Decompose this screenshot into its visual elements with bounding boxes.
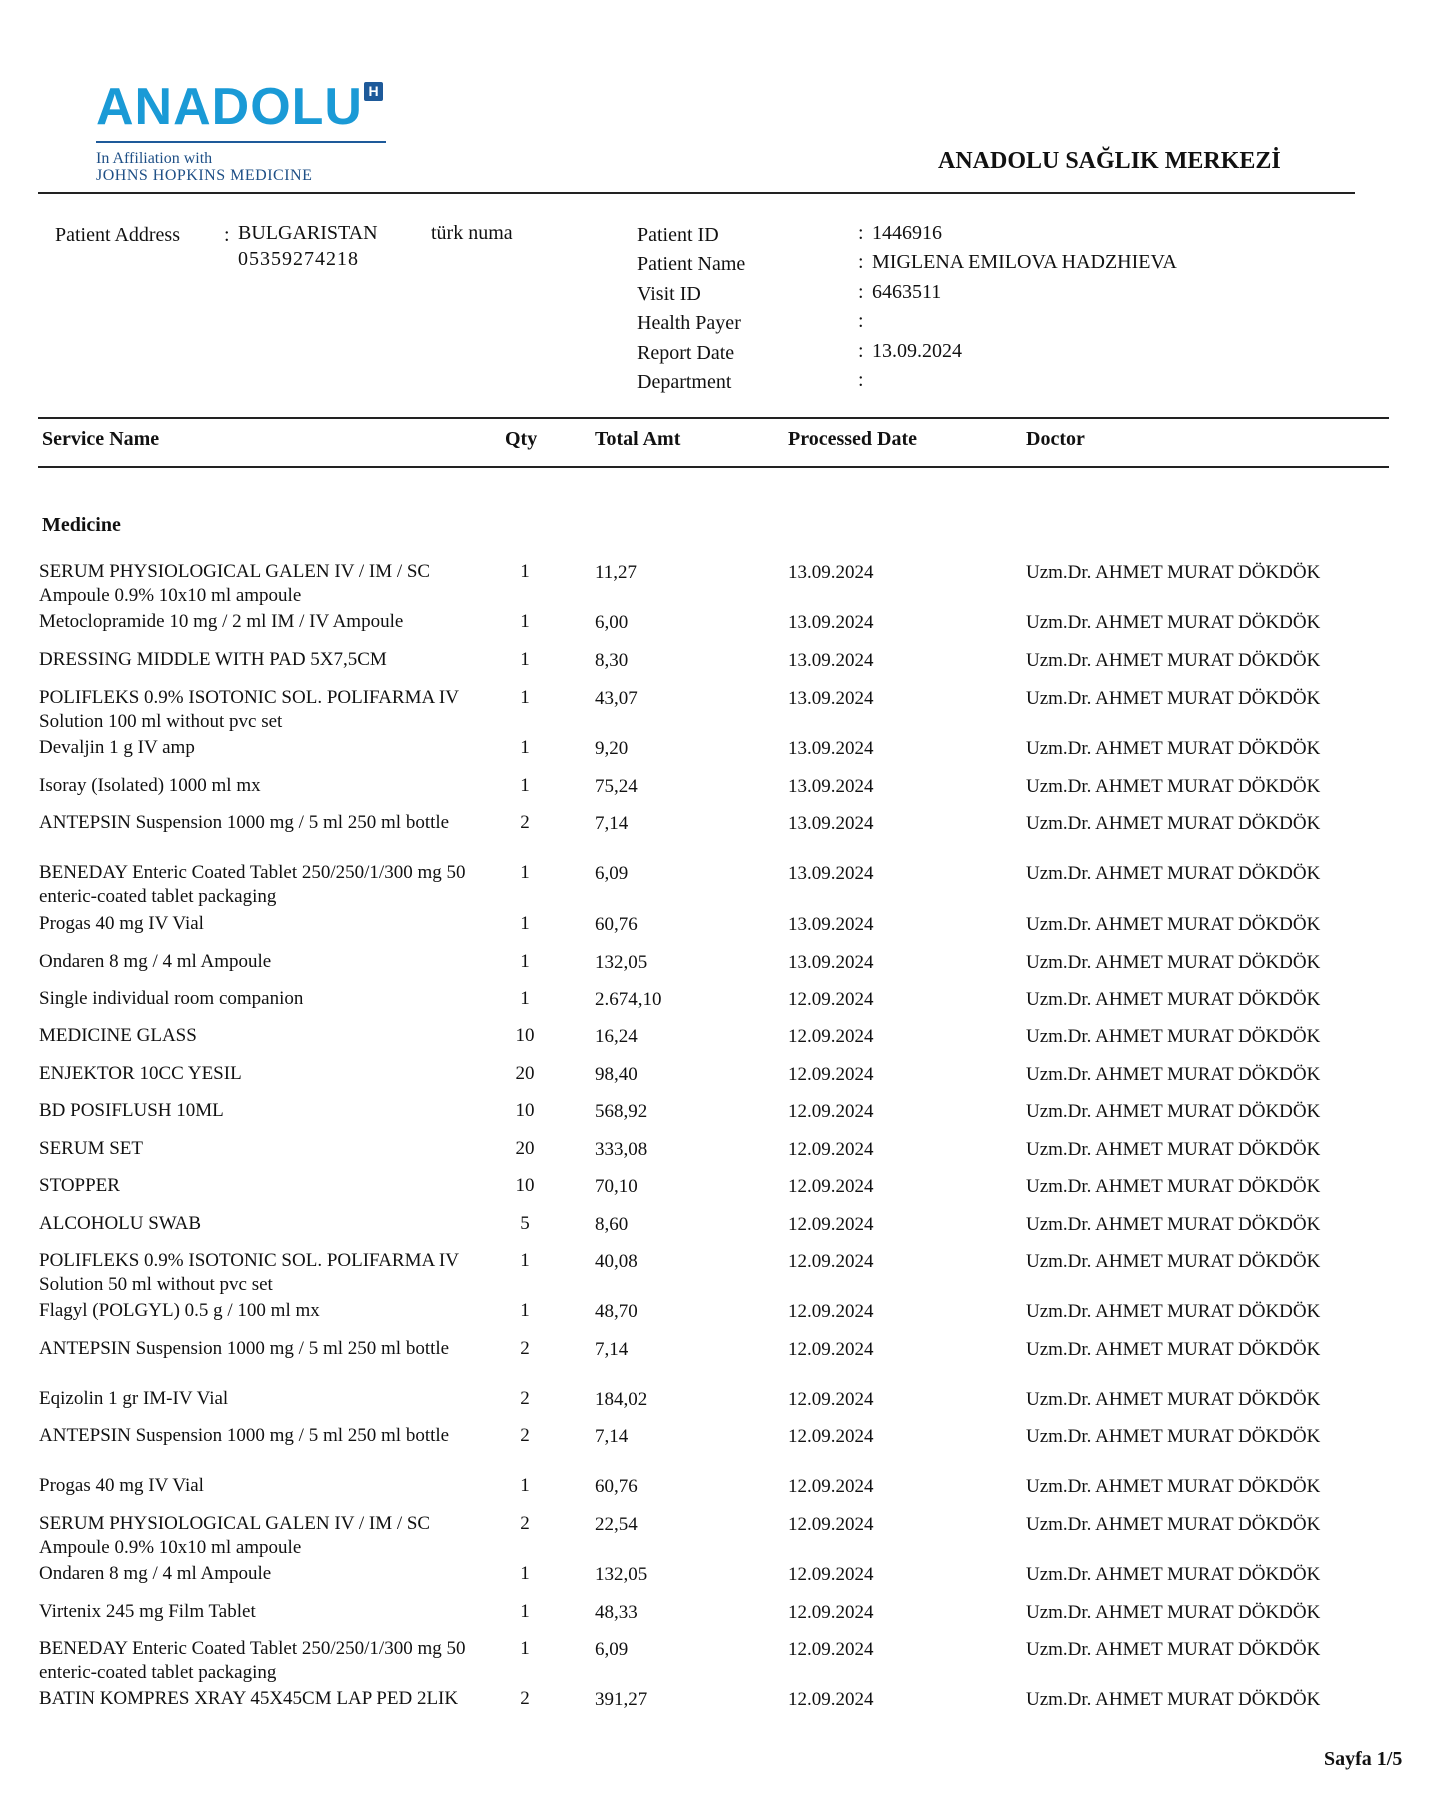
service-name-cell: MEDICINE GLASS: [39, 1025, 197, 1046]
info-label: Health Payer: [637, 312, 741, 334]
column-header-amount: Total Amt: [595, 428, 681, 450]
service-name-cell: Virtenix 245 mg Film Tablet: [39, 1601, 256, 1622]
service-name-cell: DRESSING MIDDLE WITH PAD 5X7,5CM: [39, 649, 387, 670]
doctor-cell: Uzm.Dr. AHMET MURAT DÖKDÖK: [1026, 1064, 1321, 1085]
patient-address-colon: :: [224, 224, 230, 246]
qty-cell: 2: [520, 1425, 530, 1446]
qty-cell: 5: [520, 1213, 530, 1234]
amount-cell: 22,54: [595, 1514, 638, 1535]
doctor-cell: Uzm.Dr. AHMET MURAT DÖKDÖK: [1026, 1026, 1321, 1047]
processed-date-cell: 12.09.2024: [788, 1101, 874, 1122]
qty-cell: 1: [520, 1250, 530, 1271]
service-name-cell: SERUM PHYSIOLOGICAL GALEN IV / IM / SC Ampoule 0.9% 10x10 ml ampoule: [39, 1513, 431, 1558]
doctor-cell: Uzm.Dr. AHMET MURAT DÖKDÖK: [1026, 1389, 1321, 1410]
service-name-cell: ANTEPSIN Suspension 1000 mg / 5 ml 250 ml bottle: [39, 1338, 450, 1359]
amount-cell: 8,30: [595, 650, 629, 671]
processed-date-cell: 12.09.2024: [788, 1689, 874, 1710]
service-name-cell: Devaljin 1 g IV amp: [39, 737, 195, 758]
hospital-badge-icon: H: [364, 82, 383, 101]
logo: [96, 78, 396, 184]
doctor-cell: Uzm.Dr. AHMET MURAT DÖKDÖK: [1026, 1564, 1321, 1585]
doctor-cell: Uzm.Dr. AHMET MURAT DÖKDÖK: [1026, 1339, 1321, 1360]
service-name-cell: STOPPER: [39, 1175, 120, 1196]
info-label: Visit ID: [637, 283, 701, 305]
info-colon: :: [858, 340, 864, 362]
doctor-cell: Uzm.Dr. AHMET MURAT DÖKDÖK: [1026, 813, 1321, 834]
service-name-cell: Isoray (Isolated) 1000 ml mx: [39, 775, 261, 796]
doctor-cell: Uzm.Dr. AHMET MURAT DÖKDÖK: [1026, 1639, 1321, 1660]
service-name-cell: ANTEPSIN Suspension 1000 mg / 5 ml 250 ml bottle: [39, 812, 450, 833]
processed-date-cell: 12.09.2024: [788, 1514, 874, 1535]
doctor-cell: Uzm.Dr. AHMET MURAT DÖKDÖK: [1026, 989, 1321, 1010]
section-title: Medicine: [42, 514, 121, 536]
affiliation-line-1: In Affiliation with: [96, 150, 213, 167]
info-colon: :: [858, 310, 864, 332]
qty-cell: 1: [520, 775, 530, 796]
amount-cell: 6,00: [595, 612, 629, 633]
doctor-cell: Uzm.Dr. AHMET MURAT DÖKDÖK: [1026, 650, 1321, 671]
qty-cell: 2: [520, 812, 530, 833]
service-name-cell: BATIN KOMPRES XRAY 45X45CM LAP PED 2LIK: [39, 1688, 459, 1709]
qty-cell: 1: [520, 862, 530, 883]
qty-cell: 10: [515, 1175, 535, 1196]
doctor-cell: Uzm.Dr. AHMET MURAT DÖKDÖK: [1026, 738, 1321, 759]
service-name-cell: BENEDAY Enteric Coated Tablet 250/250/1/300 mg 50 enteric-coated tablet packaging: [39, 1638, 466, 1683]
processed-date-cell: 12.09.2024: [788, 989, 874, 1010]
column-header-doctor: Doctor: [1026, 428, 1085, 450]
doctor-cell: Uzm.Dr. AHMET MURAT DÖKDÖK: [1026, 914, 1321, 935]
qty-cell: 1: [520, 1601, 530, 1622]
processed-date-cell: 12.09.2024: [788, 1476, 874, 1497]
doctor-cell: Uzm.Dr. AHMET MURAT DÖKDÖK: [1026, 688, 1321, 709]
processed-date-cell: 13.09.2024: [788, 562, 874, 583]
doctor-cell: Uzm.Dr. AHMET MURAT DÖKDÖK: [1026, 1514, 1321, 1535]
qty-cell: 1: [520, 687, 530, 708]
qty-cell: 1: [520, 737, 530, 758]
qty-cell: 1: [520, 561, 530, 582]
qty-cell: 1: [520, 988, 530, 1009]
amount-cell: 43,07: [595, 688, 638, 709]
service-name-cell: ALCOHOLU SWAB: [39, 1213, 202, 1234]
doctor-cell: Uzm.Dr. AHMET MURAT DÖKDÖK: [1026, 863, 1321, 884]
patient-address-line-1: BULGARISTAN: [238, 222, 378, 244]
qty-cell: 1: [520, 611, 530, 632]
doctor-cell: Uzm.Dr. AHMET MURAT DÖKDÖK: [1026, 562, 1321, 583]
table-header-top-rule: [38, 417, 1389, 419]
service-name-cell: POLIFLEKS 0.9% ISOTONIC SOL. POLIFARMA IV Solution 50 ml without pvc set: [39, 1250, 459, 1295]
service-name-cell: BD POSIFLUSH 10ML: [39, 1100, 224, 1121]
doctor-cell: Uzm.Dr. AHMET MURAT DÖKDÖK: [1026, 612, 1321, 633]
qty-cell: 1: [520, 1563, 530, 1584]
service-name-cell: ENJEKTOR 10CC YESIL: [39, 1063, 242, 1084]
info-label: Department: [637, 371, 732, 393]
info-value: 1446916: [872, 222, 942, 244]
amount-cell: 7,14: [595, 1339, 629, 1360]
qty-cell: 1: [520, 1638, 530, 1659]
doctor-cell: Uzm.Dr. AHMET MURAT DÖKDÖK: [1026, 1251, 1321, 1272]
amount-cell: 16,24: [595, 1026, 638, 1047]
amount-cell: 70,10: [595, 1176, 638, 1197]
doctor-cell: Uzm.Dr. AHMET MURAT DÖKDÖK: [1026, 1176, 1321, 1197]
amount-cell: 7,14: [595, 1426, 629, 1447]
processed-date-cell: 13.09.2024: [788, 863, 874, 884]
qty-cell: 1: [520, 1300, 530, 1321]
info-colon: :: [858, 222, 864, 244]
qty-cell: 20: [515, 1063, 535, 1084]
service-name-cell: Progas 40 mg IV Vial: [39, 1475, 204, 1496]
qty-cell: 1: [520, 951, 530, 972]
table-header-bottom-rule: [38, 466, 1389, 468]
qty-cell: 2: [520, 1388, 530, 1409]
amount-cell: 40,08: [595, 1251, 638, 1272]
processed-date-cell: 12.09.2024: [788, 1026, 874, 1047]
processed-date-cell: 12.09.2024: [788, 1639, 874, 1660]
amount-cell: 48,70: [595, 1301, 638, 1322]
affiliation-line-2: JOHNS HOPKINS MEDICINE: [96, 167, 313, 184]
processed-date-cell: 12.09.2024: [788, 1301, 874, 1322]
page-number: Sayfa 1/5: [1324, 1748, 1403, 1770]
info-colon: :: [858, 369, 864, 391]
service-name-cell: Eqizolin 1 gr IM-IV Vial: [39, 1388, 229, 1409]
doctor-cell: Uzm.Dr. AHMET MURAT DÖKDÖK: [1026, 1301, 1321, 1322]
service-name-cell: Metoclopramide 10 mg / 2 ml IM / IV Ampoule: [39, 611, 404, 632]
processed-date-cell: 12.09.2024: [788, 1389, 874, 1410]
service-name-cell: ANTEPSIN Suspension 1000 mg / 5 ml 250 ml bottle: [39, 1425, 450, 1446]
qty-cell: 2: [520, 1688, 530, 1709]
amount-cell: 75,24: [595, 776, 638, 797]
amount-cell: 132,05: [595, 1564, 648, 1585]
processed-date-cell: 12.09.2024: [788, 1426, 874, 1447]
doctor-cell: Uzm.Dr. AHMET MURAT DÖKDÖK: [1026, 952, 1321, 973]
amount-cell: 7,14: [595, 813, 629, 834]
header-divider: [38, 192, 1355, 194]
service-name-cell: Single individual room companion: [39, 988, 304, 1009]
amount-cell: 184,02: [595, 1389, 648, 1410]
info-label: Report Date: [637, 342, 735, 364]
doctor-cell: Uzm.Dr. AHMET MURAT DÖKDÖK: [1026, 1689, 1321, 1710]
processed-date-cell: 12.09.2024: [788, 1214, 874, 1235]
amount-cell: 6,09: [595, 863, 629, 884]
qty-cell: 2: [520, 1338, 530, 1359]
processed-date-cell: 13.09.2024: [788, 914, 874, 935]
qty-cell: 20: [515, 1138, 535, 1159]
qty-cell: 1: [520, 649, 530, 670]
processed-date-cell: 12.09.2024: [788, 1064, 874, 1085]
processed-date-cell: 12.09.2024: [788, 1139, 874, 1160]
service-name-cell: Flagyl (POLGYL) 0.5 g / 100 ml mx: [39, 1300, 320, 1321]
column-header-date: Processed Date: [788, 428, 918, 450]
info-label: Patient ID: [637, 224, 719, 246]
processed-date-cell: 12.09.2024: [788, 1251, 874, 1272]
info-value: 13.09.2024: [872, 340, 962, 362]
processed-date-cell: 13.09.2024: [788, 650, 874, 671]
doctor-cell: Uzm.Dr. AHMET MURAT DÖKDÖK: [1026, 1602, 1321, 1623]
processed-date-cell: 12.09.2024: [788, 1564, 874, 1585]
column-header-service: Service Name: [42, 428, 160, 450]
processed-date-cell: 12.09.2024: [788, 1602, 874, 1623]
service-name-cell: Ondaren 8 mg / 4 ml Ampoule: [39, 1563, 272, 1584]
info-label: Patient Name: [637, 253, 746, 275]
service-name-cell: SERUM PHYSIOLOGICAL GALEN IV / IM / SC Ampoule 0.9% 10x10 ml ampoule: [39, 561, 431, 606]
processed-date-cell: 12.09.2024: [788, 1176, 874, 1197]
patient-address-note: türk numa: [431, 222, 513, 244]
logo-divider: [96, 141, 386, 143]
doctor-cell: Uzm.Dr. AHMET MURAT DÖKDÖK: [1026, 1101, 1321, 1122]
logo-wordmark: ANADOLU: [96, 78, 363, 136]
processed-date-cell: 13.09.2024: [788, 738, 874, 759]
amount-cell: 132,05: [595, 952, 648, 973]
amount-cell: 2.674,10: [595, 989, 662, 1010]
qty-cell: 2: [520, 1513, 530, 1534]
patient-address-line-2: 05359274218: [238, 248, 359, 270]
info-value: MIGLENA EMILOVA HADZHIEVA: [872, 251, 1177, 273]
amount-cell: 568,92: [595, 1101, 648, 1122]
processed-date-cell: 13.09.2024: [788, 813, 874, 834]
amount-cell: 9,20: [595, 738, 629, 759]
amount-cell: 6,09: [595, 1639, 629, 1660]
qty-cell: 10: [515, 1100, 535, 1121]
info-value: 6463511: [872, 281, 942, 303]
amount-cell: 8,60: [595, 1214, 629, 1235]
amount-cell: 11,27: [595, 562, 638, 583]
processed-date-cell: 13.09.2024: [788, 952, 874, 973]
processed-date-cell: 13.09.2024: [788, 688, 874, 709]
service-name-cell: Ondaren 8 mg / 4 ml Ampoule: [39, 951, 272, 972]
service-name-cell: SERUM SET: [39, 1138, 143, 1159]
info-colon: :: [858, 281, 864, 303]
amount-cell: 48,33: [595, 1602, 638, 1623]
service-name-cell: Progas 40 mg IV Vial: [39, 913, 204, 934]
doctor-cell: Uzm.Dr. AHMET MURAT DÖKDÖK: [1026, 1214, 1321, 1235]
amount-cell: 98,40: [595, 1064, 638, 1085]
processed-date-cell: 12.09.2024: [788, 1339, 874, 1360]
doctor-cell: Uzm.Dr. AHMET MURAT DÖKDÖK: [1026, 1426, 1321, 1447]
qty-cell: 1: [520, 1475, 530, 1496]
service-name-cell: BENEDAY Enteric Coated Tablet 250/250/1/300 mg 50 enteric-coated tablet packaging: [39, 862, 466, 907]
doctor-cell: Uzm.Dr. AHMET MURAT DÖKDÖK: [1026, 1139, 1321, 1160]
doctor-cell: Uzm.Dr. AHMET MURAT DÖKDÖK: [1026, 1476, 1321, 1497]
processed-date-cell: 13.09.2024: [788, 612, 874, 633]
organization-name: ANADOLU SAĞLIK MERKEZİ: [938, 148, 1281, 174]
qty-cell: 1: [520, 913, 530, 934]
doctor-cell: Uzm.Dr. AHMET MURAT DÖKDÖK: [1026, 776, 1321, 797]
amount-cell: 60,76: [595, 914, 638, 935]
amount-cell: 60,76: [595, 1476, 638, 1497]
service-name-cell: POLIFLEKS 0.9% ISOTONIC SOL. POLIFARMA IV Solution 100 ml without pvc set: [39, 687, 459, 732]
amount-cell: 391,27: [595, 1689, 648, 1710]
qty-cell: 10: [515, 1025, 535, 1046]
amount-cell: 333,08: [595, 1139, 648, 1160]
info-colon: :: [858, 251, 864, 273]
patient-address-label: Patient Address: [55, 224, 180, 246]
column-header-qty: Qty: [505, 428, 538, 450]
processed-date-cell: 13.09.2024: [788, 776, 874, 797]
